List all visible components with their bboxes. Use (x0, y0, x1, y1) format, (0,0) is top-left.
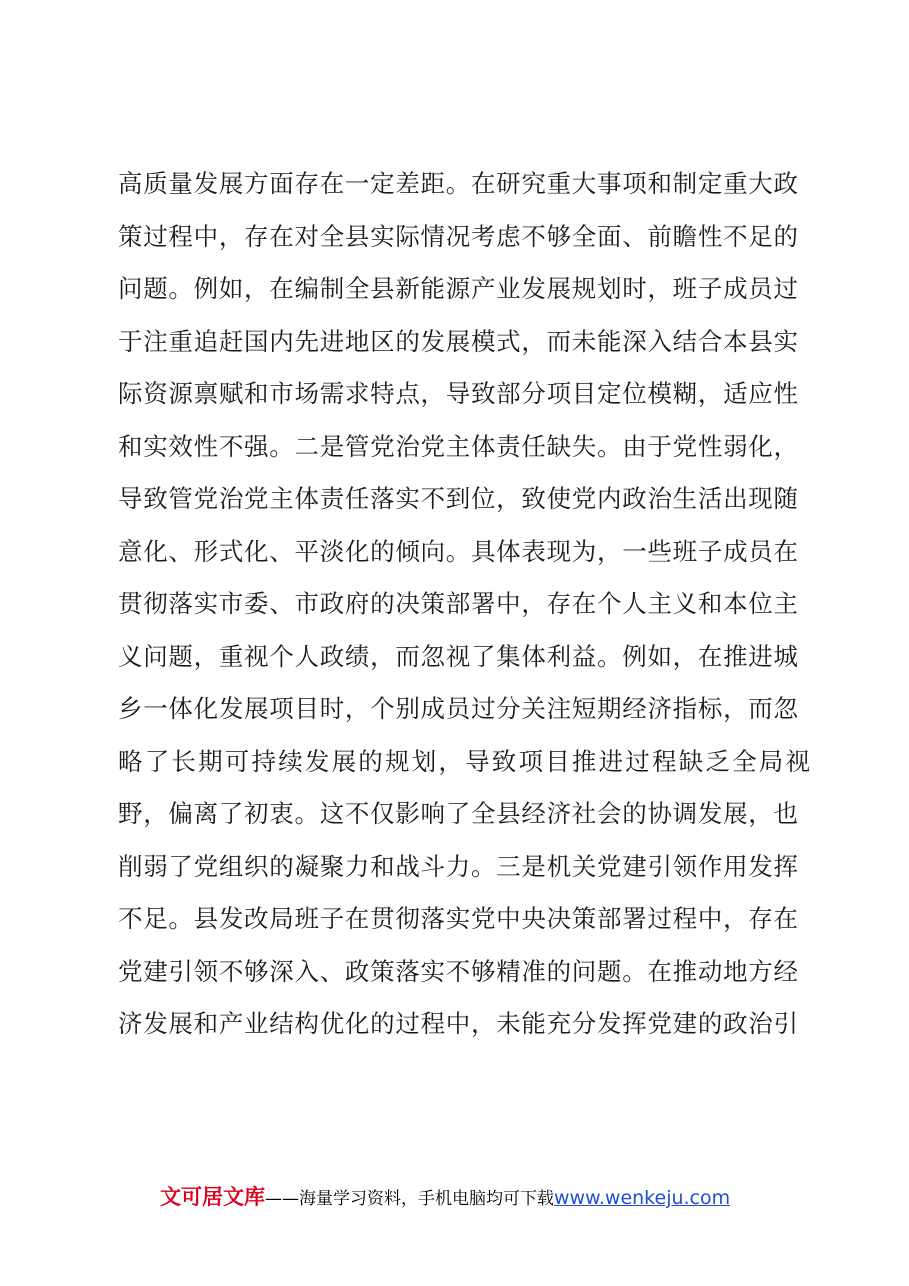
text-line: 乡一体化发展项目时，个别成员过分关注短期经济指标，而忽 (118, 694, 798, 723)
text-line: 导致管党治党主体责任落实不到位，致使党内政治生活出现随 (118, 484, 798, 513)
text-line: 高质量发展方面存在一定差距。在研究重大事项和制定重大政 (118, 169, 798, 198)
website-link[interactable]: www.wenkeju.com (554, 1187, 731, 1209)
text-line: 济发展和产业结构优化的过程中，未能充分发挥党建的政治引 (118, 1009, 798, 1038)
text-line: 策过程中，存在对全县实际情况考虑不够全面、前瞻性不足的 (118, 221, 798, 251)
text-line: 于注重追赶国内先进地区的发展模式，而未能深入结合本县实 (118, 326, 798, 356)
footer-banner (160, 1180, 730, 1214)
text-line: 际资源禀赋和市场需求特点，导致部分项目定位模糊，适应性 (118, 379, 798, 408)
text-line: 问题。例如，在编制全县新能源产业发展规划时，班子成员过 (118, 274, 798, 303)
footer-slogan: ——海量学习资料，手机电脑均可下载 (265, 1189, 554, 1209)
text-line: 党建引领不够深入、政策落实不够精准的问题。在推动地方经 (118, 956, 798, 986)
text-line: 和实效性不强。二是管党治党主体责任缺失。由于党性弱化， (118, 431, 798, 461)
text-line: 不足。县发改局班子在贯彻落实党中央决策部署过程中，存在 (118, 904, 798, 933)
text-line: 贯彻落实市委、市政府的决策部署中，存在个人主义和本位主 (118, 589, 798, 618)
text-line: 义问题，重视个人政绩，而忽视了集体利益。例如，在推进城 (118, 641, 798, 671)
text-line: 野，偏离了初衷。这不仅影响了全县经济社会的协调发展，也 (118, 799, 798, 828)
brand-name: 文可居文库 (160, 1185, 265, 1209)
text-line: 削弱了党组织的凝聚力和战斗力。三是机关党建引领作用发挥 (118, 851, 798, 881)
body-text (118, 158, 813, 1051)
text-line: 略了长期可持续发展的规划，导致项目推进过程缺乏全局视 (118, 746, 813, 776)
text-line: 意化、形式化、平淡化的倾向。具体表现为，一些班子成员在 (118, 536, 798, 566)
